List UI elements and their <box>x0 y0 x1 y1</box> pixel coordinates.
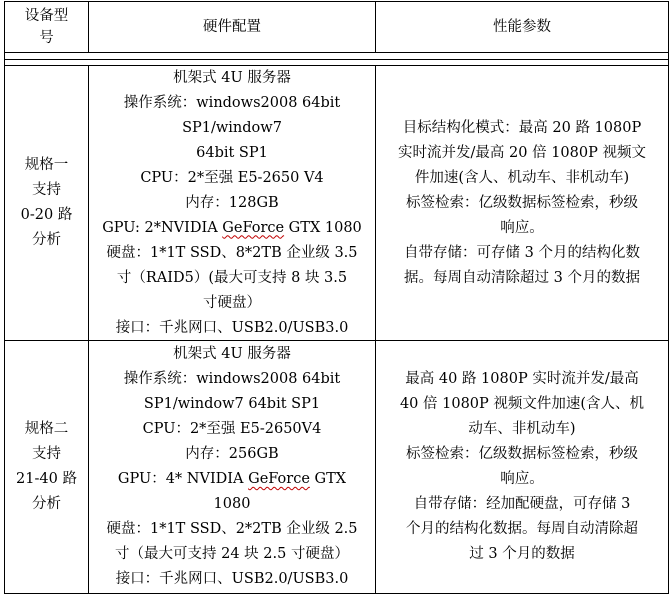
row1-hardware: 机架式 4U 服务器 操作系统：windows2008 64bit SP1/window7 64bit SP1 CPU：2*至强 E5-2650 V4 内存：128GB GPU: 2*NVIDIA GeForce GTX 1080 硬盘：1*1T SSD、8*2TB 企业级 3.5 寸（RAID5）(最大可支持 8 块 3.5 寸硬盘） 接口：千兆网口、USB2.0/USB3.0 <box>102 69 362 336</box>
header-hardware: 硬件配置 <box>203 18 261 35</box>
rule-bottom <box>4 593 669 594</box>
rule-header-bottom <box>4 52 669 53</box>
row2-hardware: 机架式 4U 服务器 操作系统：windows2008 64bit SP1/window7 64bit SP1 CPU：2*至强 E5-2650V4 内存：256GB GPU：4* NVIDIA GeForce GTX 1080 硬盘：1*1T SSD、2*2TB 企业级 2.5 寸（最大可支持 24 块 2.5 寸硬盘） 接口：千兆网口、USB2.0/USB3.0 <box>106 346 358 587</box>
row2-model: 规格二 支持 21-40 路 分析 <box>16 421 77 512</box>
row1-performance: 目标结构化模式：最高 20 路 1080P 实时流并发/最高 20 倍 1080P 视频文 件加速(含人、机动车、非机动车) 标签检索：亿级数据标签检索，秒级 响应。 自带存储：可存储 3 个月的结构化数 据。每周自动清除超过 3 个月的数据 <box>398 119 646 286</box>
spellcheck-underline: GeForce <box>248 471 310 487</box>
header-model: 设备型 号 <box>24 8 69 46</box>
row1-model: 规格一 支持 0-20 路 分析 <box>20 157 73 248</box>
header-performance: 性能参数 <box>493 18 551 35</box>
spellcheck-underline: GeForce <box>222 219 285 236</box>
row2-performance: 最高 40 路 1080P 实时流并发/最高 40 倍 1080P 视频文件加速(含人、机 动车、非机动车) 标签检索：亿级数据标签检索，秒级 响应。 自带存储：经加配硬盘，可存储 3 个月的结构化数据。每周自动清除超 过 3 个月的数据 <box>399 371 645 562</box>
rule-gap-top <box>4 59 669 60</box>
